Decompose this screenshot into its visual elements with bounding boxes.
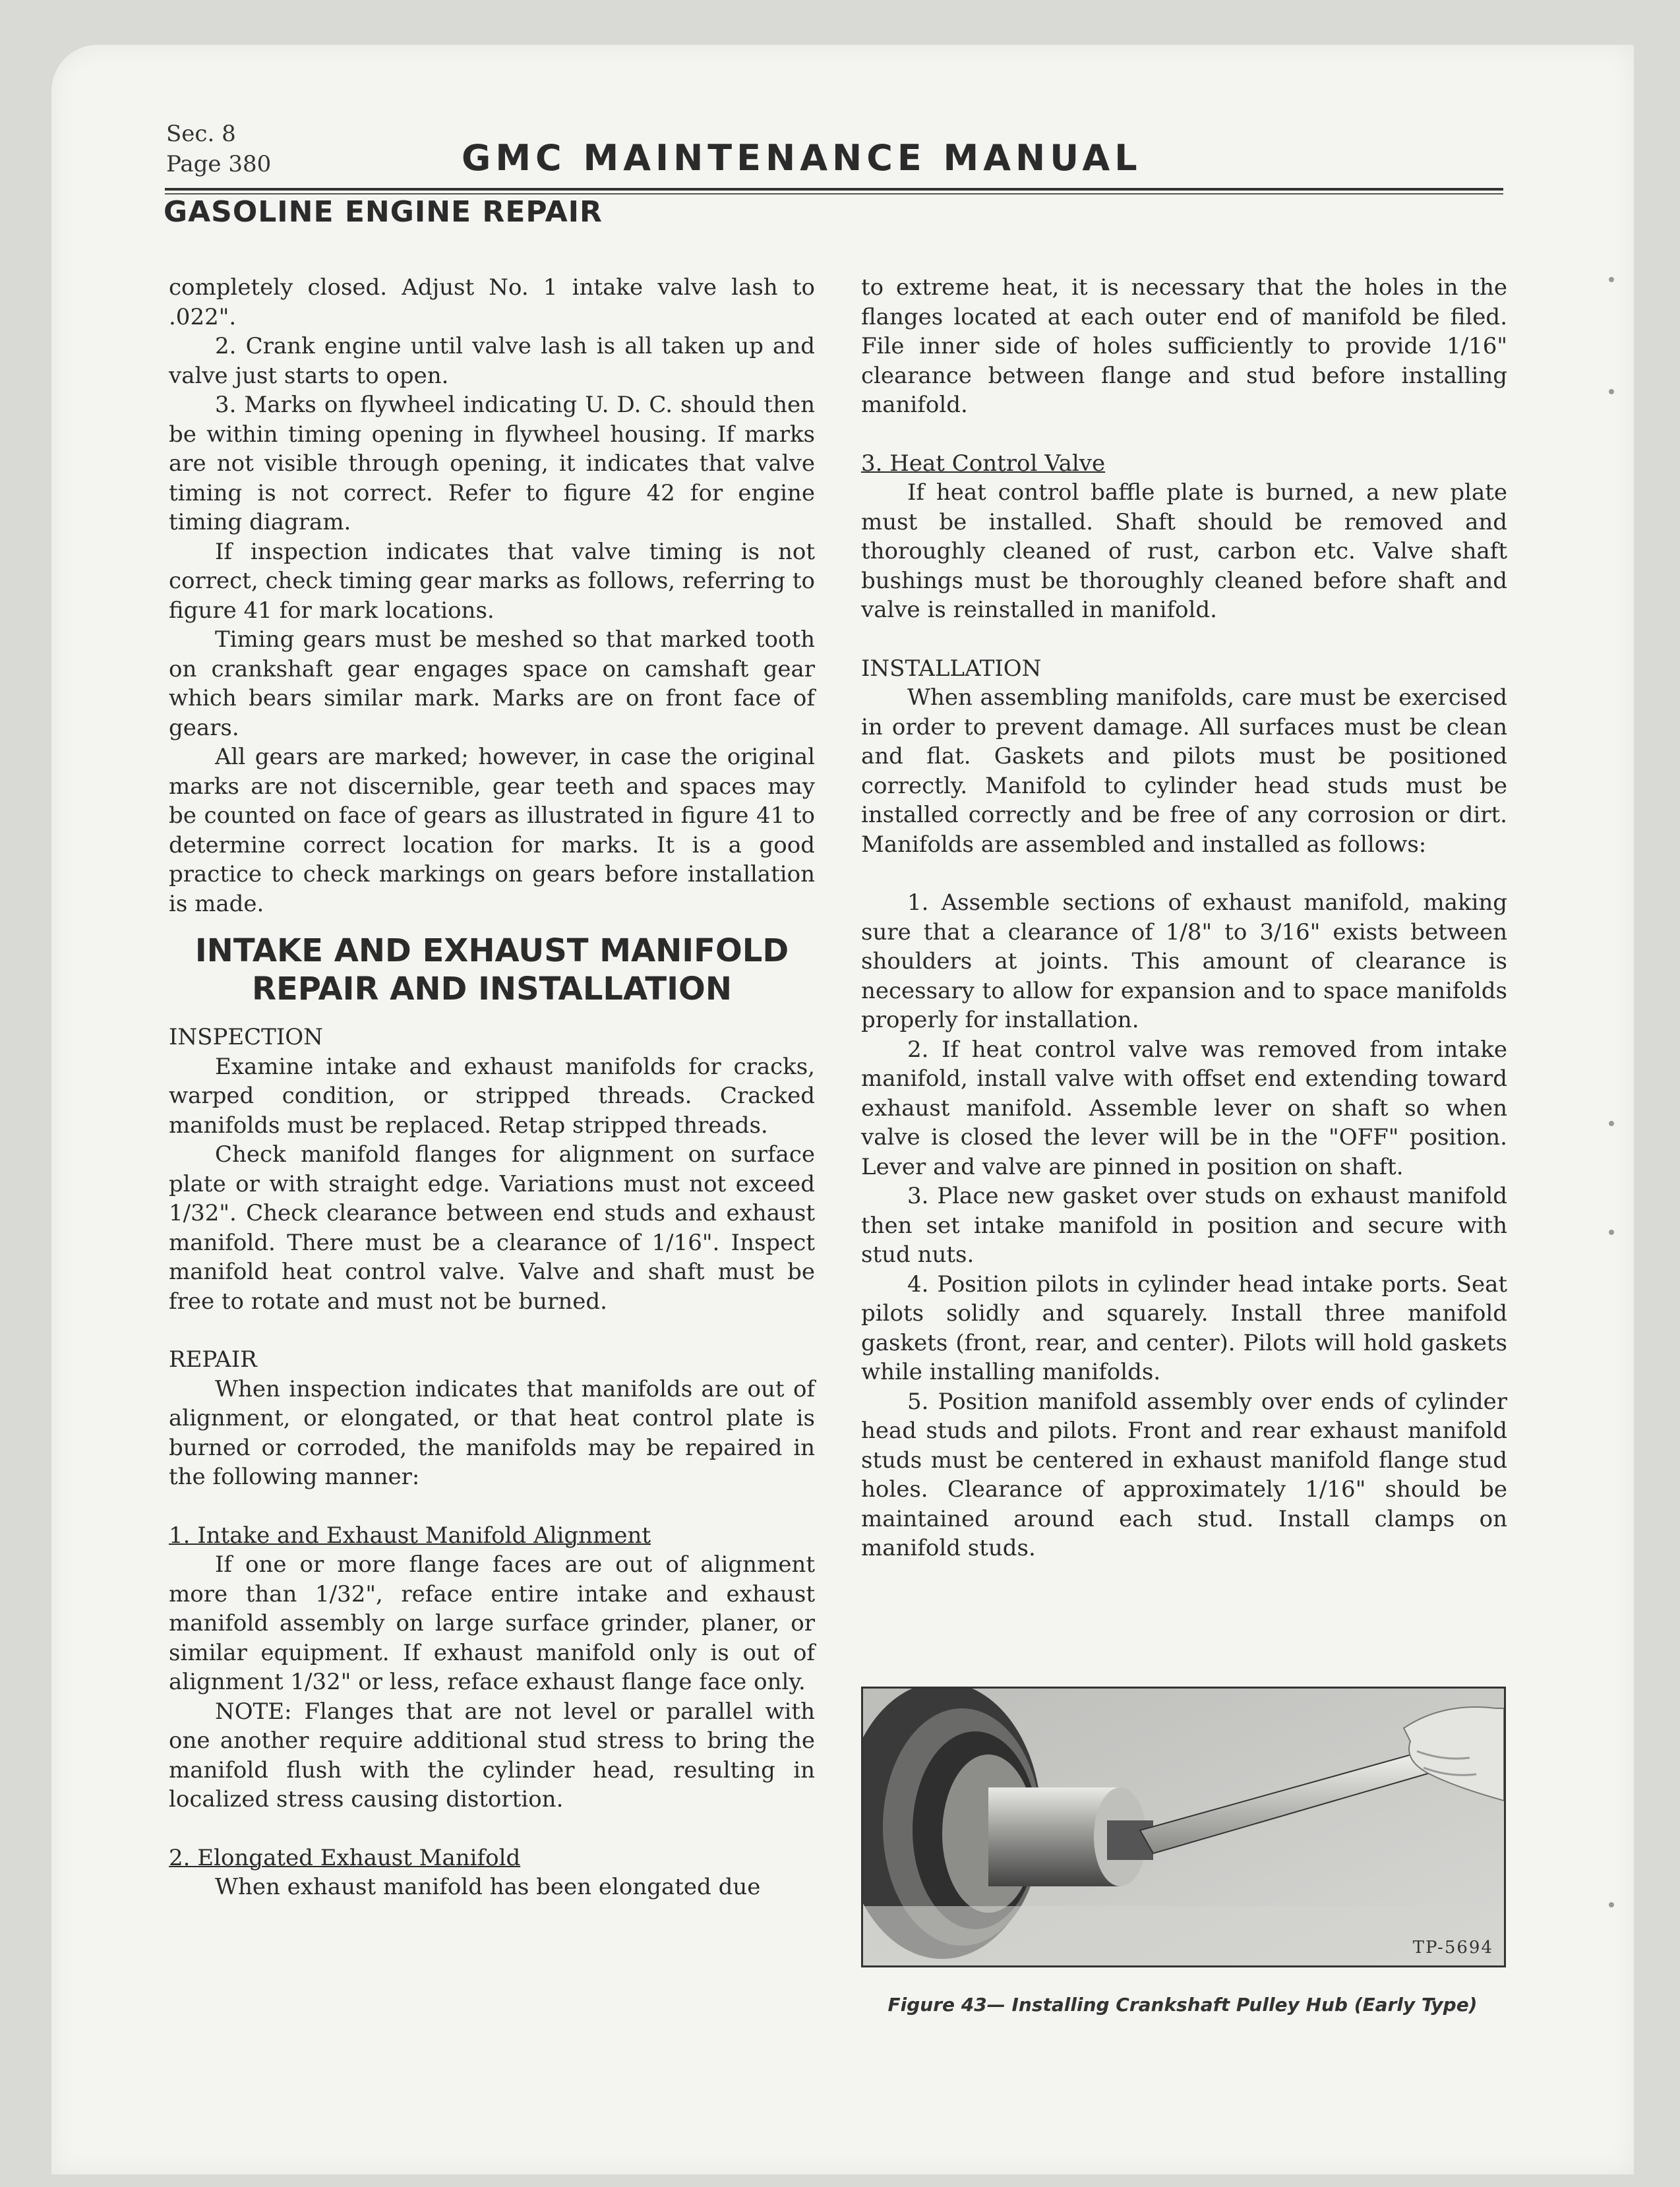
section-title: GASOLINE ENGINE REPAIR	[164, 195, 603, 229]
punch-mark	[1609, 1230, 1614, 1235]
subheading-heat-control-valve: 3. Heat Control Valve	[861, 450, 1106, 477]
inspection-label: INSPECTION	[169, 1024, 323, 1050]
paragraph: Timing gears must be meshed so that marked tooth on crankshaft gear engages space on camshaft gear which bears similar mark. Marks are on front face of gears.	[169, 626, 815, 741]
subheading-elongated-manifold: 2. Elongated Exhaust Manifold	[169, 1844, 521, 1871]
right-column	[861, 273, 1507, 1563]
manual-title: GMC MAINTENANCE MANUAL	[462, 137, 1142, 179]
subheading-manifold-alignment: 1. Intake and Exhaust Manifold Alignment	[169, 1522, 651, 1549]
paragraph: If one or more flange faces are out of alignment more than 1/32", reface entire intake and exhaust manifold assembly on large surface grinder, planer, or similar equipment. If exhaust manifold only is out of alignment 1/32" or less, reface exhaust flange face only.	[169, 1551, 815, 1695]
section-heading-line: INTAKE AND EXHAUST MANIFOLD	[195, 932, 789, 969]
figure-photo	[861, 1687, 1506, 1967]
figure-caption: Figure 43— Installing Crankshaft Pulley Hub (Early Type)	[887, 1994, 1478, 2016]
paragraph: Examine intake and exhaust manifolds for cracks, warped condition, or stripped threads. Cracked manifolds must be replaced. Retap stripped threads.	[169, 1053, 815, 1139]
punch-mark	[1609, 1121, 1614, 1126]
section-heading	[169, 932, 815, 1008]
step-paragraph: 5. Position manifold assembly over ends of cylinder head studs and pilots. Front and rear exhaust manifold studs must be centered in exhaust manifold flange stud holes. Clearance of approximately 1/16" should be maintained around each stud. Install clamps on manifold studs.	[861, 1388, 1507, 1561]
step-paragraph: 3. Place new gasket over studs on exhaust manifold then set intake manifold in position and secure with stud nuts.	[861, 1183, 1507, 1268]
paragraph: When inspection indicates that manifolds are out of alignment, or elongated, or that heat control plate is burned or corroded, the manifolds may be repaired in the following manner:	[169, 1375, 815, 1490]
figure-code: TP-5694	[1412, 1938, 1493, 1958]
section-number: Sec. 8	[166, 121, 236, 147]
paragraph: 2. Crank engine until valve lash is all taken up and valve just starts to open.	[169, 333, 815, 389]
paragraph: Check manifold flanges for alignment on surface plate or with straight edge. Variations must not exceed 1/32". Check clearance between end studs and exhaust manifold. There must be a clearance of 1/16". Inspect manifold heat control valve. Valve and shaft must be free to rotate and must not be burned.	[169, 1141, 815, 1315]
left-column	[169, 273, 815, 1902]
section-page-label	[166, 119, 271, 179]
paragraph: All gears are marked; however, in case the original marks are not discernible, gear teeth and spaces may be counted on face of gears as illustrated in figure 41 to determine correct location for marks. It is a good practice to check markings on gears before installation is made.	[169, 744, 815, 917]
section-heading-line: REPAIR AND INSTALLATION	[251, 971, 732, 1007]
paragraph: If inspection indicates that valve timing is not correct, check timing gear marks as follows, referring to figure 41 for mark locations.	[169, 538, 815, 624]
punch-mark	[1609, 1902, 1614, 1907]
paragraph: completely closed. Adjust No. 1 intake valve lash to .022".	[169, 274, 815, 330]
paragraph: If heat control baffle plate is burned, a new plate must be installed. Shaft should be removed and thoroughly cleaned of rust, carbon etc. Valve shaft bushings must be thoroughly cleaned before shaft and valve is reinstalled in manifold.	[861, 479, 1507, 623]
punch-mark	[1609, 277, 1614, 282]
punch-mark	[1609, 389, 1614, 394]
pulley-hub-photo-illustration	[863, 1689, 1504, 1965]
note-paragraph: NOTE: Flanges that are not level or parallel with one another require additional stud stress to bring the manifold flush with the cylinder head, resulting in localized stress causing distortion.	[169, 1698, 815, 1813]
installation-label: INSTALLATION	[861, 655, 1042, 682]
paragraph: 3. Marks on flywheel indicating U. D. C. should then be within timing opening in flywheel housing. If marks are not visible through opening, it indicates that valve timing is not correct. Refer to figure 42 for engine timing diagram.	[169, 392, 815, 535]
page-number: Page 380	[166, 151, 272, 177]
repair-label: REPAIR	[169, 1346, 257, 1373]
header-rule	[165, 188, 1503, 195]
step-paragraph: 1. Assemble sections of exhaust manifold, making sure that a clearance of 1/8" to 3/16" exists between shoulders at joints. This amount of clearance is necessary to allow for expansion and to space manifolds properly for installation.	[861, 889, 1507, 1033]
step-paragraph: 2. If heat control valve was removed from intake manifold, install valve with offset end extending toward exhaust manifold. Assemble lever on shaft so when valve is closed the lever will be in the "OFF" position. Lever and valve are pinned in position on shaft.	[861, 1036, 1507, 1180]
paragraph: When exhaust manifold has been elongated due	[215, 1874, 761, 1900]
paragraph: to extreme heat, it is necessary that the holes in the flanges located at each outer end of manifold be filed. File inner side of holes sufficiently to provide 1/16" clearance between flange and stud before installing manifold.	[861, 274, 1507, 418]
paragraph: When assembling manifolds, care must be exercised in order to prevent damage. All surfaces must be clean and flat. Gaskets and pilots must be positioned correctly. Manifold to cylinder head studs must be installed correctly and be free of any corrosion or dirt. Manifolds are assembled and installed as follows:	[861, 684, 1507, 858]
step-paragraph: 4. Position pilots in cylinder head intake ports. Seat pilots solidly and squarely. Install three manifold gaskets (front, rear, and center). Pilots will hold gaskets while installing manifolds.	[861, 1271, 1507, 1385]
